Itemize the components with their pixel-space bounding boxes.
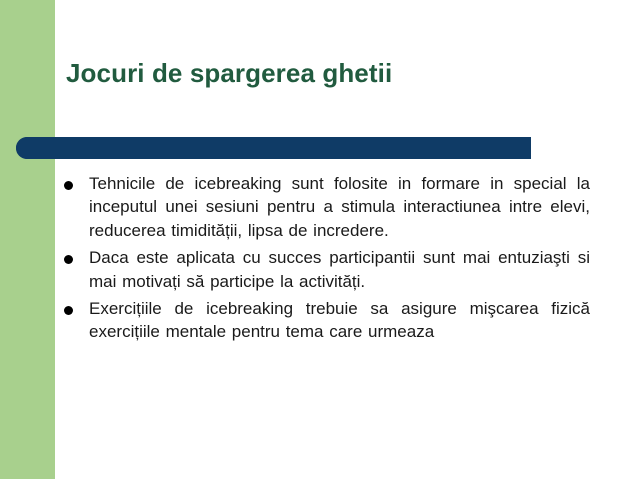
bullet-item <box>62 172 590 242</box>
bullet-item <box>62 297 590 344</box>
bullet-text: Exercițiile de icebreaking trebuie sa asigure mişcarea fizică exercițiile mentale pentru tema care urmeaza <box>89 299 590 342</box>
bullet-text: Daca este aplicata cu succes participantii sunt mai entuziaşti si mai motivați să participe la activități. <box>89 248 590 291</box>
bullet-dot-icon <box>64 306 73 315</box>
slide-title: Jocuri de spargerea ghetii <box>66 58 393 88</box>
title-underline-bar <box>16 137 531 159</box>
bullet-text: Tehnicile de icebreaking sunt folosite in formare in special la inceputul unei sesiuni pentru a stimula interactiunea intre elevi, reducerea timidității, lipsa de incredere. <box>89 174 590 240</box>
bullet-list <box>62 172 590 348</box>
bullet-item <box>62 246 590 293</box>
bullet-dot-icon <box>64 255 73 264</box>
bullet-dot-icon <box>64 181 73 190</box>
